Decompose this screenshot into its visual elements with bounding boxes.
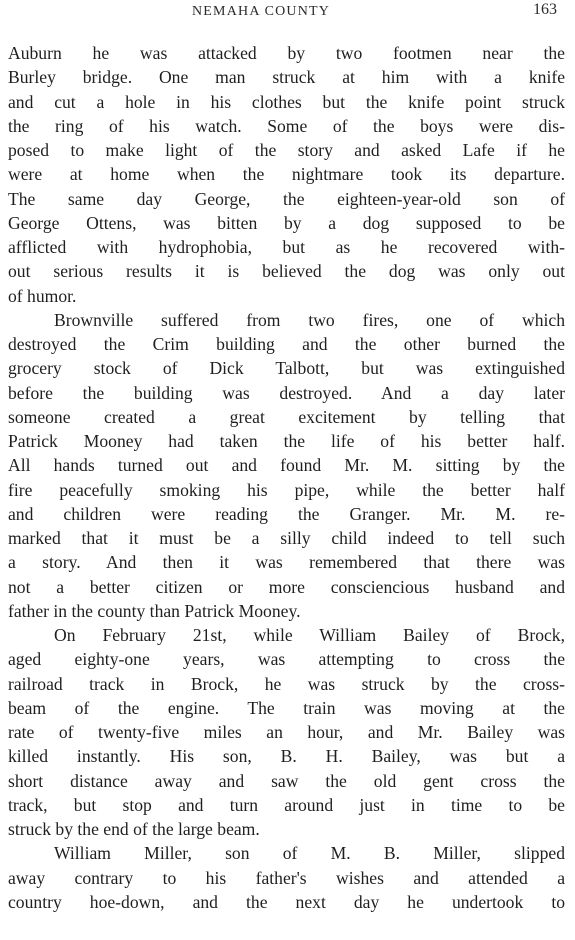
text-line: father in the county than Patrick Mooney. <box>8 600 301 621</box>
text-line: marked that it must be a silly child indeed to tell such <box>8 528 565 548</box>
page-header <box>8 0 565 26</box>
text-line: the ring of his watch. Some of the boys were dis- <box>8 115 565 136</box>
text-line: railroad track in Brock, he was struck by the cross- <box>8 673 565 694</box>
text-line: Brownville suffered from two fires, one of which <box>54 309 565 330</box>
text-line: William Miller, son of M. B. Miller, slipped <box>54 843 565 864</box>
text-line: posed to make light of the story and asked Lafe if he <box>8 140 565 160</box>
text-line: Patrick Mooney had taken the life of his better half. <box>8 431 565 451</box>
text-line: All hands turned out and found Mr. M. sitting by the <box>8 455 565 476</box>
text-line: short distance away and saw the old gent cross the <box>8 770 565 791</box>
text-line: beam of the engine. The train was moving at the <box>8 697 565 718</box>
text-line: struck by the end of the large beam. <box>8 819 260 839</box>
text-line: aged eighty-one years, was attempting to cross the <box>8 649 565 670</box>
text-line: afflicted with hydrophobia, but as he recovered with- <box>8 237 565 257</box>
text-line: destroyed the Crim building and the other burned the <box>8 334 565 354</box>
paragraph <box>8 41 565 308</box>
body-text <box>8 41 565 914</box>
paragraph <box>8 841 565 914</box>
text-line: were at home when the nightmare took its departure. <box>8 164 565 185</box>
text-line: grocery stock of Dick Talbott, but was extinguished <box>8 358 565 379</box>
text-line: killed instantly. His son, B. H. Bailey, was but a <box>8 746 565 767</box>
text-line: and children were reading the Granger. Mr. M. re- <box>8 503 565 524</box>
text-line: On February 21st, while William Bailey of Brock, <box>54 625 565 645</box>
text-line: away contrary to his father's wishes and attended a <box>8 867 565 888</box>
text-line: and cut a hole in his clothes but the knife point struck <box>8 91 565 112</box>
text-line: George Ottens, was bitten by a dog supposed to be <box>8 212 565 233</box>
paragraph <box>8 308 565 623</box>
text-line: fire peacefully smoking his pipe, while the better half <box>8 479 565 500</box>
text-line: rate of twenty-five miles an hour, and Mr. Bailey was <box>8 722 565 742</box>
text-line: of humor. <box>8 285 77 306</box>
text-line: not a better citizen or more consciencious husband and <box>8 576 565 597</box>
text-line: Burley bridge. One man struck at him with a knife <box>8 67 565 88</box>
text-line: The same day George, the eighteen-year-old son of <box>8 188 565 209</box>
running-head: NEMAHA COUNTY <box>192 4 331 19</box>
text-line: Auburn he was attacked by two footmen near the <box>8 43 565 63</box>
paragraph <box>8 623 565 841</box>
text-line: out serious results it is believed the dog was only out <box>8 261 565 282</box>
text-line: track, but stop and turn around just in time to be <box>8 794 565 815</box>
text-line: before the building was destroyed. And a day later <box>8 382 565 403</box>
text-line: country hoe-down, and the next day he undertook to <box>8 891 565 912</box>
text-line: someone created a great excitement by telling that <box>8 406 565 427</box>
page-number: 163 <box>533 1 557 18</box>
text-line: a story. And then it was remembered that there was <box>8 552 565 573</box>
